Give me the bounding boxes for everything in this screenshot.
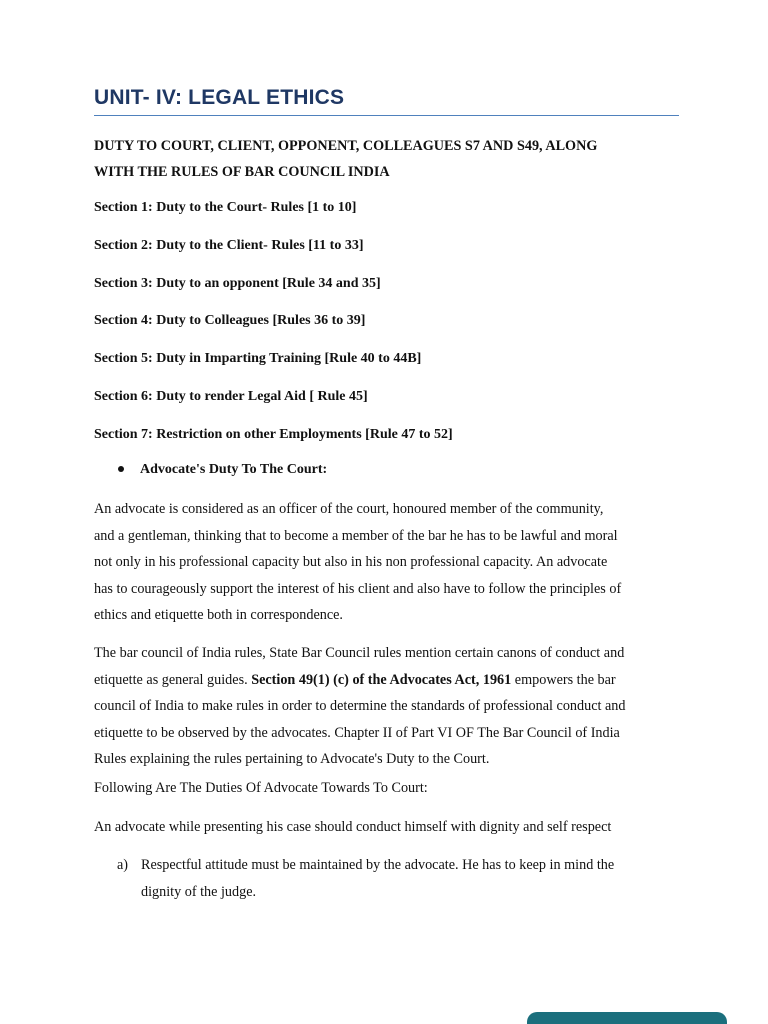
paragraph-line: Following Are The Duties Of Advocate Towards To Court:: [94, 780, 428, 796]
bullet-heading-text: Advocate's Duty To The Court:: [140, 462, 328, 477]
section-item: [94, 425, 453, 463]
unit-title: UNIT- IV: LEGAL ETHICS: [94, 86, 345, 109]
paragraph-officer-of-court: [94, 496, 694, 629]
section-text: Duty to render Legal Aid [ Rule 45]: [156, 388, 368, 404]
section-label: Section 5:: [94, 351, 153, 367]
list-item-text: [141, 852, 614, 905]
section-text: Duty in Imparting Training [Rule 40 to 44B]: [156, 351, 422, 367]
section-text: Duty to an opponent [Rule 34 and 35]: [156, 275, 381, 291]
paragraph-line: ethics and etiquette both in correspondence.: [94, 607, 343, 623]
act-reference: Section 49(1) (c) of the Advocates Act, 1961: [251, 671, 512, 688]
section-label: Section 6:: [94, 388, 153, 404]
paragraph-text: empowers the bar: [511, 671, 616, 688]
paragraph-line: An advocate is considered as an officer of the court, honoured member of the community,: [94, 501, 604, 517]
paragraph-line: Rules explaining the rules pertaining to Advocate's Duty to the Court.: [94, 751, 490, 767]
section-item: [94, 198, 453, 236]
paragraph-line: An advocate while presenting his case should conduct himself with dignity and self respect: [94, 819, 612, 835]
paragraph-dignity: [94, 814, 694, 841]
heading-line-2: WITH THE RULES OF BAR COUNCIL INDIA: [94, 164, 390, 180]
paragraph-line: [94, 667, 694, 694]
section-label: Section 1:: [94, 200, 153, 215]
section-label: Section 4:: [94, 313, 153, 329]
title-underline: [94, 115, 679, 116]
list-item-line: Respectful attitude must be maintained by the advocate. He has to keep in mind the: [141, 857, 615, 873]
paragraph-line: etiquette to be observed by the advocates. Chapter II of Part VI OF The Bar Council of India: [94, 724, 620, 741]
paragraph-duties-intro: [94, 775, 694, 802]
section-text: Duty to the Client- Rules [11 to 33]: [156, 237, 364, 253]
paragraph-bar-council-rules: [94, 640, 694, 773]
section-item: [94, 311, 453, 349]
heading-line-1: DUTY TO COURT, CLIENT, OPPONENT, COLLEAGUES S7 AND S49, ALONG: [94, 138, 598, 154]
paragraph-line: council of India to make rules in order to determine the standards of professional conduct and: [94, 698, 626, 714]
section-item: [94, 236, 453, 274]
bottom-action-tab[interactable]: [527, 1012, 727, 1024]
paragraph-text: etiquette as general guides.: [94, 671, 252, 688]
list-item-line: dignity of the judge.: [141, 883, 257, 900]
paragraph-line: and a gentleman, thinking that to become a member of the bar he has to be lawful and moral: [94, 527, 618, 544]
sections-list: [94, 198, 453, 463]
section-label: Section 3:: [94, 275, 153, 291]
paragraph-line: The bar council of India rules, State Bar Council rules mention certain canons of conduct and: [94, 645, 625, 661]
section-text: Duty to Colleagues [Rules 36 to 39]: [156, 313, 366, 329]
bullet-icon: [118, 466, 124, 472]
list-marker: a): [117, 857, 129, 873]
section-item: [94, 349, 453, 387]
section-label: Section 2:: [94, 237, 153, 253]
section-item: [94, 387, 453, 425]
section-heading: [94, 133, 694, 185]
paragraph-line: not only in his professional capacity but also in his non professional capacity. An advocate: [94, 554, 608, 570]
bullet-heading: [118, 462, 327, 478]
section-item: [94, 274, 453, 312]
section-text: Restriction on other Employments [Rule 47 to 52]: [156, 426, 453, 442]
paragraph-line: has to courageously support the interest of his client and also have to follow the principles of: [94, 580, 622, 597]
section-label: Section 7:: [94, 426, 153, 442]
section-text: Duty to the Court- Rules [1 to 10]: [156, 200, 357, 215]
